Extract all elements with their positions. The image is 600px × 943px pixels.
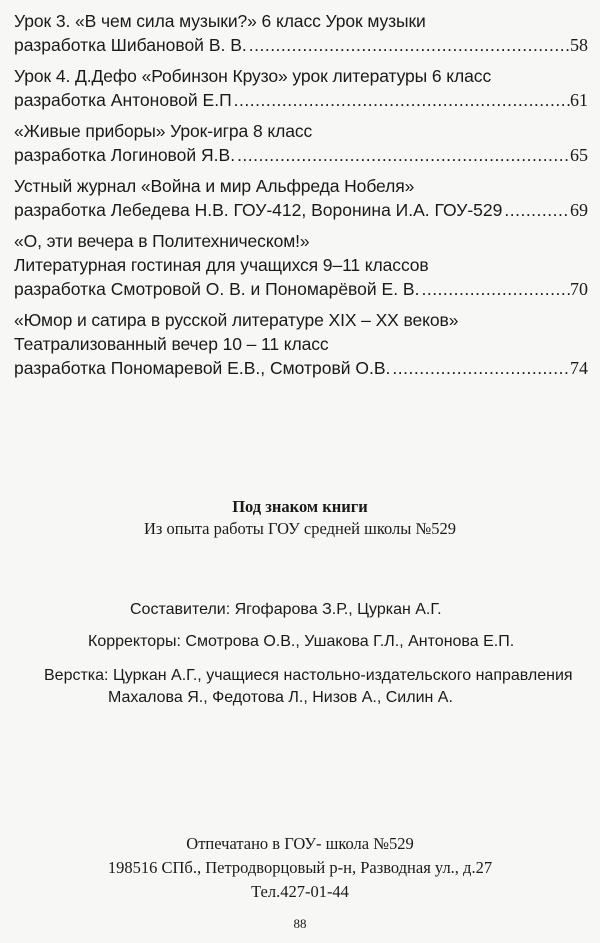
toc-page-number: 70 — [570, 279, 588, 299]
toc-page-number: 69 — [570, 200, 588, 220]
imprint-printed-at: Отпечатано в ГОУ- школа №529 — [186, 834, 414, 853]
proofreaders-credit: Корректоры: Смотрова О.В., Ушакова Г.Л., Антонова Е.П. — [88, 633, 515, 650]
dot-leader — [234, 88, 570, 112]
toc-entry-leader-line — [14, 198, 588, 222]
layout-credit — [44, 665, 573, 709]
toc-entry-leader-line — [14, 33, 588, 57]
toc-entry-leader-line — [14, 143, 588, 167]
toc-entry-title: Урок 4. Д.Дефо «Робинзон Крузо» урок литературы 6 класс — [14, 66, 492, 86]
toc-entry — [14, 174, 588, 222]
toc-entry-leader-line — [14, 356, 588, 380]
table-of-contents — [14, 9, 588, 387]
toc-entry-author: разработка Лебедева Н.В. ГОУ-412, Воронина И.А. ГОУ-529 — [14, 200, 503, 220]
toc-entry-leader-line — [14, 88, 588, 112]
toc-entry-subtitle: Литературная гостиная для учащихся 9–11 классов — [14, 255, 429, 275]
toc-entry-title: «О, эти вечера в Политехническом!» — [14, 231, 310, 251]
dot-leader — [392, 356, 570, 380]
layout-credit-line-1: Верстка: Цуркан А.Г., учащиеся настольно-издательского направления — [44, 667, 573, 684]
imprint-address: 198516 СПб., Петродворцовый р-н, Разводная ул., д.27 — [107, 858, 493, 877]
toc-entry-author: разработка Антоновой Е.П — [14, 90, 232, 110]
toc-entry-title: Урок 3. «В чем сила музыки?» 6 класс Урок музыки — [14, 11, 426, 31]
toc-entry — [14, 64, 588, 112]
compilers-credit: Составители: Ягофарова З.Р., Цуркан А.Г. — [130, 601, 442, 618]
toc-page-number: 65 — [570, 145, 588, 165]
dot-leader — [421, 277, 570, 301]
book-subtitle: Из опыта работы ГОУ средней школы №529 — [144, 519, 456, 538]
toc-page-number: 58 — [570, 35, 588, 55]
imprint-phone: Тел.427-01-44 — [251, 882, 349, 901]
toc-entry-author: разработка Логиновой Я.В. — [14, 145, 236, 165]
layout-credit-line-2: Махалова Я., Федотова Л., Низов А., Силин А. — [108, 689, 453, 706]
toc-entry-author: разработка Смотровой О. В. и Пономарёвой Е. В. — [14, 279, 420, 299]
toc-entry-subtitle: Театрализованный вечер 10 – 11 класс — [14, 334, 329, 354]
toc-entry-author: разработка Пономаревой Е.В., Смотровй О.В. — [14, 358, 391, 378]
toc-entry — [14, 308, 588, 380]
toc-entry — [14, 229, 588, 301]
toc-page-number: 74 — [570, 358, 588, 378]
book-title: Под знаком книги — [232, 497, 368, 516]
toc-page-number: 61 — [570, 90, 588, 110]
toc-entry-leader-line — [14, 277, 588, 301]
toc-entry-title: «Живые приборы» Урок-игра 8 класс — [14, 121, 313, 141]
toc-entry-author: разработка Шибановой В. В. — [14, 35, 247, 55]
page-number: 88 — [293, 916, 307, 931]
toc-entry — [14, 119, 588, 167]
dot-leader — [249, 33, 570, 57]
toc-entry-title: Устный журнал «Война и мир Альфреда Нобеля» — [14, 176, 415, 196]
toc-entry-title: «Юмор и сатира в русской литературе XIX – XX веков» — [14, 310, 459, 330]
dot-leader — [237, 143, 570, 167]
dot-leader — [504, 198, 570, 222]
toc-entry — [14, 9, 588, 57]
